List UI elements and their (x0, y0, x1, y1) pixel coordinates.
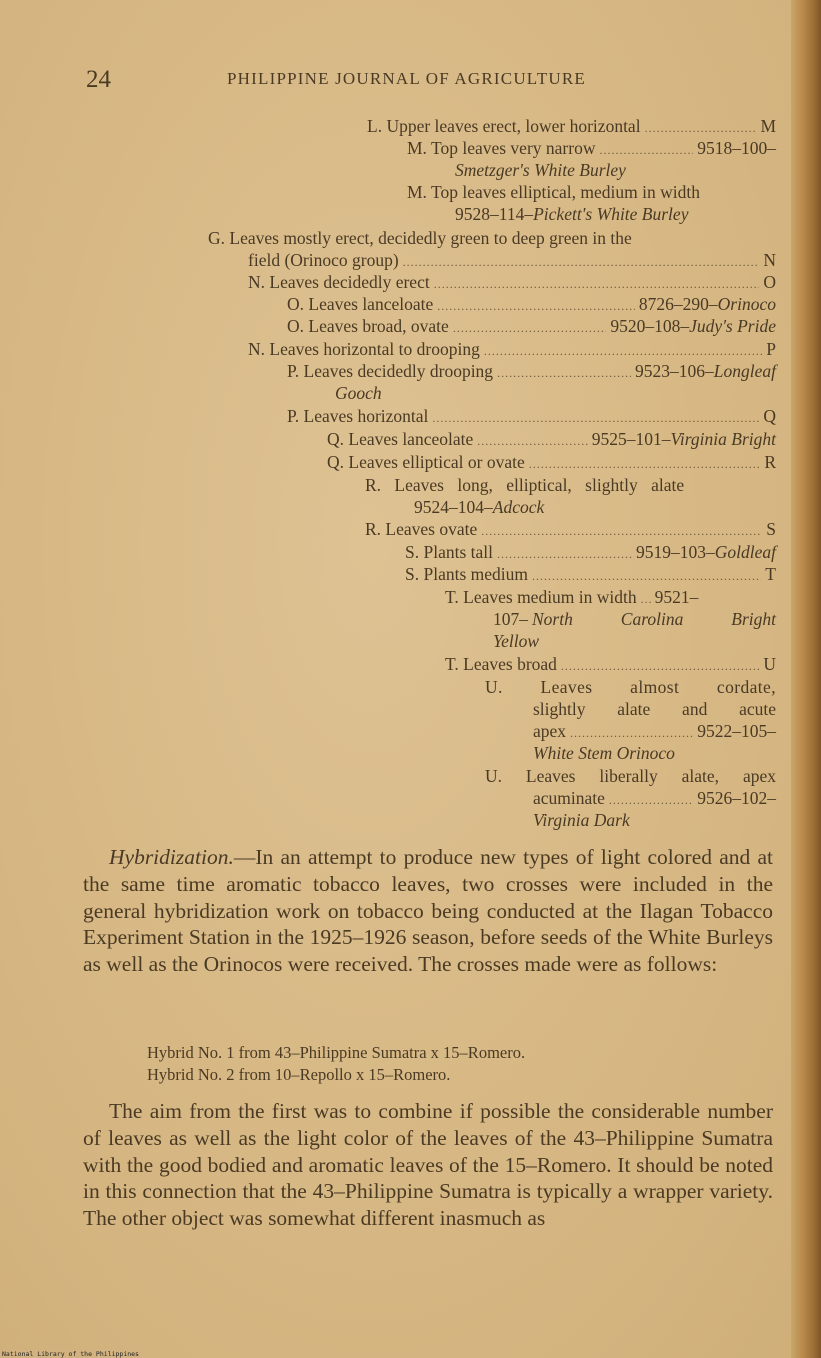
key-ref: 9521– (654, 587, 699, 607)
variety-name: Virginia Dark (533, 810, 630, 830)
key-label: T. Leaves broad (445, 654, 557, 674)
key-label: T. Leaves medium in width (445, 587, 637, 607)
leader-dots (403, 251, 760, 273)
leader-dots (570, 722, 693, 744)
key-entry-s-tall (405, 541, 776, 565)
key-entry-u-liberally-cont (533, 787, 776, 811)
key-entry-u-cordate-cont: slightly alate and acute (533, 699, 776, 719)
variety-name: Goldleaf (714, 542, 776, 562)
key-entry-p-horizontal (287, 405, 776, 429)
variety-name: Longleaf (713, 361, 776, 381)
variety-name: Orinoco (717, 294, 776, 314)
key-entry-s-medium (405, 563, 776, 587)
leader-dots (432, 407, 759, 429)
leader-dots (561, 655, 759, 677)
variety-name-cont: Gooch (335, 383, 382, 403)
key-ref: U (763, 654, 776, 674)
key-ref: O (763, 272, 776, 292)
key-entry-m-elliptical-ref (455, 203, 688, 225)
key-entry-g-cont (248, 249, 776, 273)
key-ref: 9523–106– (635, 361, 714, 381)
variety-name: Pickett's White Burley (533, 204, 689, 224)
key-ref: 9528–114– (455, 204, 534, 224)
page-header (86, 64, 776, 96)
key-ref: R (764, 452, 776, 472)
variety-name: Adcock (492, 497, 545, 517)
key-entry-q-lanceolate (327, 428, 776, 452)
key-entry-m-narrow (407, 137, 776, 161)
key-label: Q. Leaves lanceolate (327, 429, 474, 449)
key-ref: N (763, 250, 776, 270)
leader-dots (497, 362, 631, 384)
leader-dots (453, 317, 607, 339)
key-ref: M (760, 116, 776, 136)
variety-name: White Stem Orinoco (533, 743, 675, 763)
key-ref: Q (763, 406, 776, 426)
key-label: N. Leaves decidedly erect (248, 272, 430, 292)
key-ref: 107– (493, 609, 528, 629)
key-entry-q-elliptical (327, 451, 776, 475)
aim-paragraph (83, 1098, 773, 1232)
library-credit: National Library of the Philippines (2, 1350, 139, 1358)
leader-dots (497, 543, 632, 565)
leader-dots (532, 565, 761, 587)
variety-name: Smetzger's White Burley (455, 160, 626, 180)
leader-dots (481, 520, 762, 542)
hybrid-list (147, 1042, 525, 1086)
leader-dots (477, 430, 588, 452)
leader-dots (599, 139, 693, 161)
key-label: S. Plants tall (405, 542, 493, 562)
key-entry-r-long: R. Leaves long, elliptical, slightly alate (365, 475, 685, 495)
leader-dots (529, 453, 761, 475)
page-number: 24 (86, 66, 111, 93)
leader-dots (609, 789, 693, 811)
key-ref: 9524–104– (414, 497, 493, 517)
key-label: L. Upper leaves erect, lower horizontal (367, 116, 641, 136)
key-label: S. Plants medium (405, 564, 528, 584)
key-ref: P (766, 339, 776, 359)
key-ref: 9520–108– (610, 316, 690, 336)
key-entry-n-erect (248, 271, 776, 295)
key-label: O. Leaves broad, ovate (287, 316, 449, 336)
section-heading: Hybridization. (109, 845, 234, 869)
key-entry-l-upper (367, 115, 776, 139)
key-entry-g: G. Leaves mostly erect, decidedly green to deep green in the (208, 228, 632, 248)
leader-dots (641, 588, 651, 610)
key-label: O. Leaves lanceloate (287, 294, 434, 314)
key-label: N. Leaves horizontal to drooping (248, 339, 480, 359)
variety-name: North Carolina Bright (532, 609, 776, 629)
key-label: acuminate (533, 788, 605, 808)
key-entry-m-elliptical: M. Top leaves elliptical, medium in width (407, 182, 700, 202)
key-ref: S (766, 519, 776, 539)
variety-name-cont: Yellow (493, 631, 540, 651)
key-label: field (Orinoco group) (248, 250, 399, 270)
leader-dots (645, 117, 757, 139)
key-ref: 9526–102– (697, 788, 776, 808)
key-entry-r-long-ref (414, 496, 544, 518)
variety-name: Virginia Bright (670, 429, 776, 449)
leader-dots (484, 340, 762, 362)
key-entry-o-broad (287, 315, 776, 339)
key-entry-n-horizontal (248, 338, 776, 362)
key-ref: 9525–101– (591, 429, 671, 449)
leader-dots (434, 273, 760, 295)
paragraph-text: The aim from the first was to combine if possible the considerable number of leaves as well as the light color of the leaves of the 43–Philippine Sumatra with the good bodied and aromatic leaves of the 15–Romero. It should be noted in this connection that the 43–Philippine Sumatra is typically a wrapper variety. The other object was somewhat different inasmuch as (83, 1099, 773, 1231)
key-ref: T (765, 564, 776, 584)
key-entry-o-lanceoloate (287, 293, 776, 317)
key-entry-t-medium-cont (493, 608, 776, 630)
key-entry-r-ovate (365, 518, 776, 542)
key-ref: 9519–103– (636, 542, 715, 562)
leader-dots (437, 295, 635, 317)
hybrid-item: Hybrid No. 1 from 43–Philippine Sumatra x 15–Romero. (147, 1043, 526, 1062)
key-entry-u-cordate: U. Leaves almost cordate, (485, 677, 776, 697)
key-entry-t-medium (445, 586, 776, 610)
paragraph-text: —In an attempt to produce new types of light colored and at the same time aromatic tobacco leaves, two crosses were included in the general hybridization work on tobacco being conducted at the Ilagan Tobacco Experiment Station in the 1925–1926 season, before seeds of the White Burleys as well as the Orinocos were received. The crosses made were as follows: (83, 845, 773, 977)
key-label: apex (533, 721, 567, 741)
key-label: P. Leaves horizontal (287, 406, 429, 426)
key-label: M. Top leaves very narrow (407, 138, 596, 158)
key-ref: 8726–290– (638, 294, 718, 314)
key-entry-u-cordate-apex (533, 720, 776, 744)
variety-name: Judy's Pride (689, 316, 776, 336)
running-head: PHILIPPINE JOURNAL OF AGRICULTURE (227, 69, 587, 88)
key-ref: 9518–100– (697, 138, 776, 158)
hybridization-paragraph (83, 844, 773, 978)
book-spine-edge (791, 0, 821, 1358)
hybrid-item: Hybrid No. 2 from 10–Repollo x 15–Romero. (147, 1065, 451, 1084)
key-label: R. Leaves ovate (365, 519, 478, 539)
key-entry-u-liberally: U. Leaves liberally alate, apex (485, 766, 776, 786)
key-label: P. Leaves decidedly drooping (287, 361, 494, 381)
key-label: Q. Leaves elliptical or ovate (327, 452, 525, 472)
key-ref: 9522–105– (697, 721, 776, 741)
key-entry-t-broad (445, 653, 776, 677)
key-entry-p-drooping (287, 360, 776, 384)
